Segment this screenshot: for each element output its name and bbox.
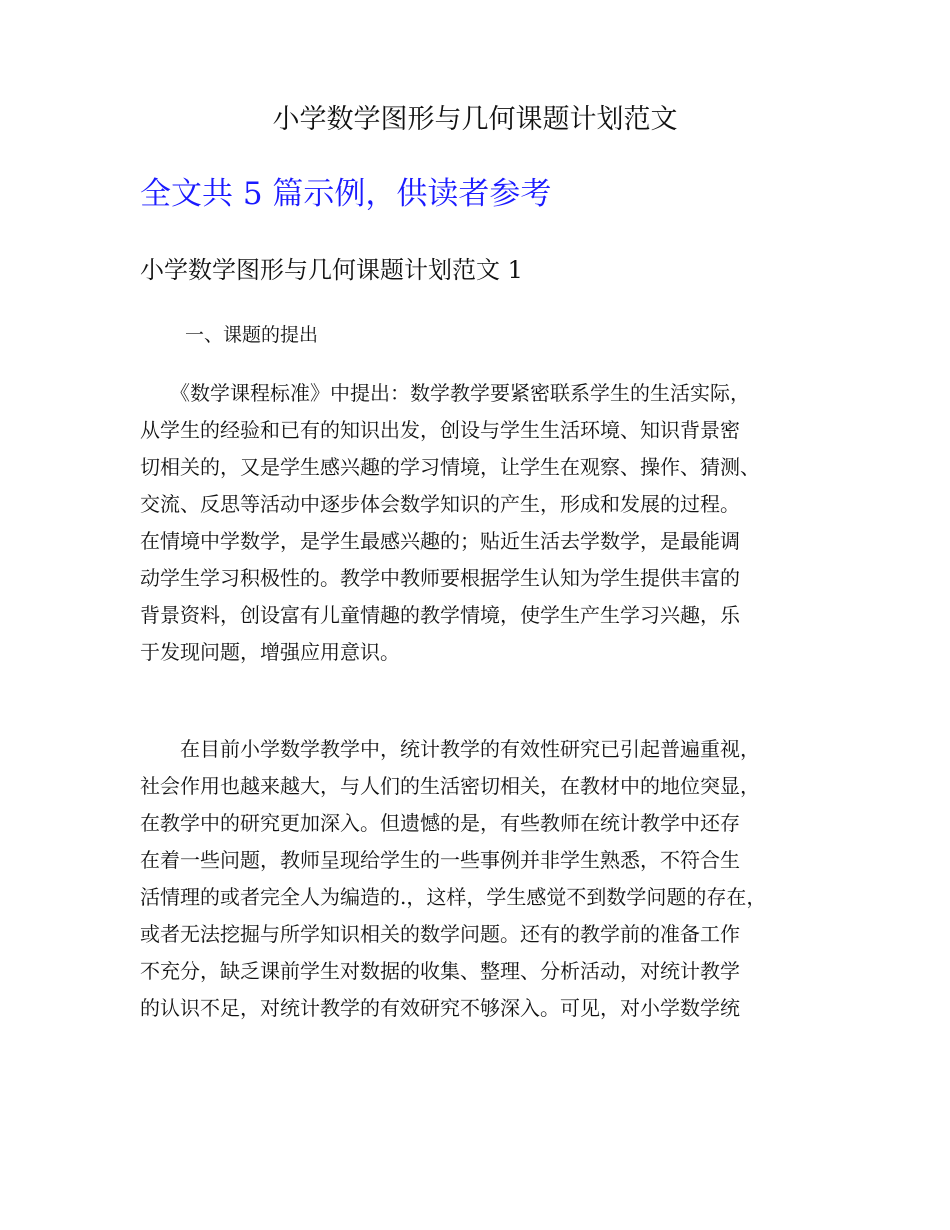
paragraph-line: 的认识不足，对统计教学的有效研究不够深入。可见，对小学数学统 [140,996,740,1020]
paragraph-line: 社会作用也越来越大，与人们的生活密切相关，在教材中的地位突显， [140,774,760,798]
sample-count-notice: 全文共 5 篇示例，供读者参考 [140,176,552,212]
paragraph-line: 切相关的，又是学生感兴趣的学习情境，让学生在观察、操作、猜测、 [140,455,760,479]
document-title: 小学数学图形与几何课题计划范文 [272,104,678,135]
paragraph-line: 或者无法挖掘与所学知识相关的数学问题。还有的教学前的准备工作 [140,922,740,946]
paragraph [140,731,766,1027]
paragraph-line: 不充分，缺乏课前学生对数据的收集、整理、分析活动，对统计教学 [140,959,740,983]
article-title: 小学数学图形与几何课题计划范文 1 [140,256,523,284]
section-heading: 一、课题的提出 [185,324,319,346]
paragraph-line: 在目前小学数学教学中，统计教学的有效性研究已引起普遍重视， [140,737,760,761]
paragraph-line: 动学生学习积极性的。教学中教师要根据学生认知为学生提供丰富的 [140,566,740,590]
paragraph-line: 于发现问题，增强应用意识。 [140,640,400,664]
paragraph-line: 在着一些问题，教师呈现给学生的一些事例并非学生熟悉，不符合生 [140,848,740,872]
paragraph-line: 在情境中学数学，是学生最感兴趣的；贴近生活去学数学，是最能调 [140,529,740,553]
paragraph-line: 活情理的或者完全人为编造的.，这样，学生感觉不到数学问题的存在， [140,885,767,909]
paragraph-line: 交流、反思等活动中逐步体会数学知识的产生，形成和发展的过程。 [140,492,740,516]
paragraph-line: 《数学课程标准》中提出：数学教学要紧密联系学生的生活实际， [140,381,750,405]
paragraph-line: 在教学中的研究更加深入。但遗憾的是，有些教师在统计教学中还存 [140,811,740,835]
paragraph-line: 从学生的经验和已有的知识出发，创设与学生生活环境、知识背景密 [140,418,740,442]
paragraph-line: 背景资料，创设富有儿童情趣的教学情境，使学生产生学习兴趣，乐 [140,603,740,627]
paragraph [140,375,760,671]
